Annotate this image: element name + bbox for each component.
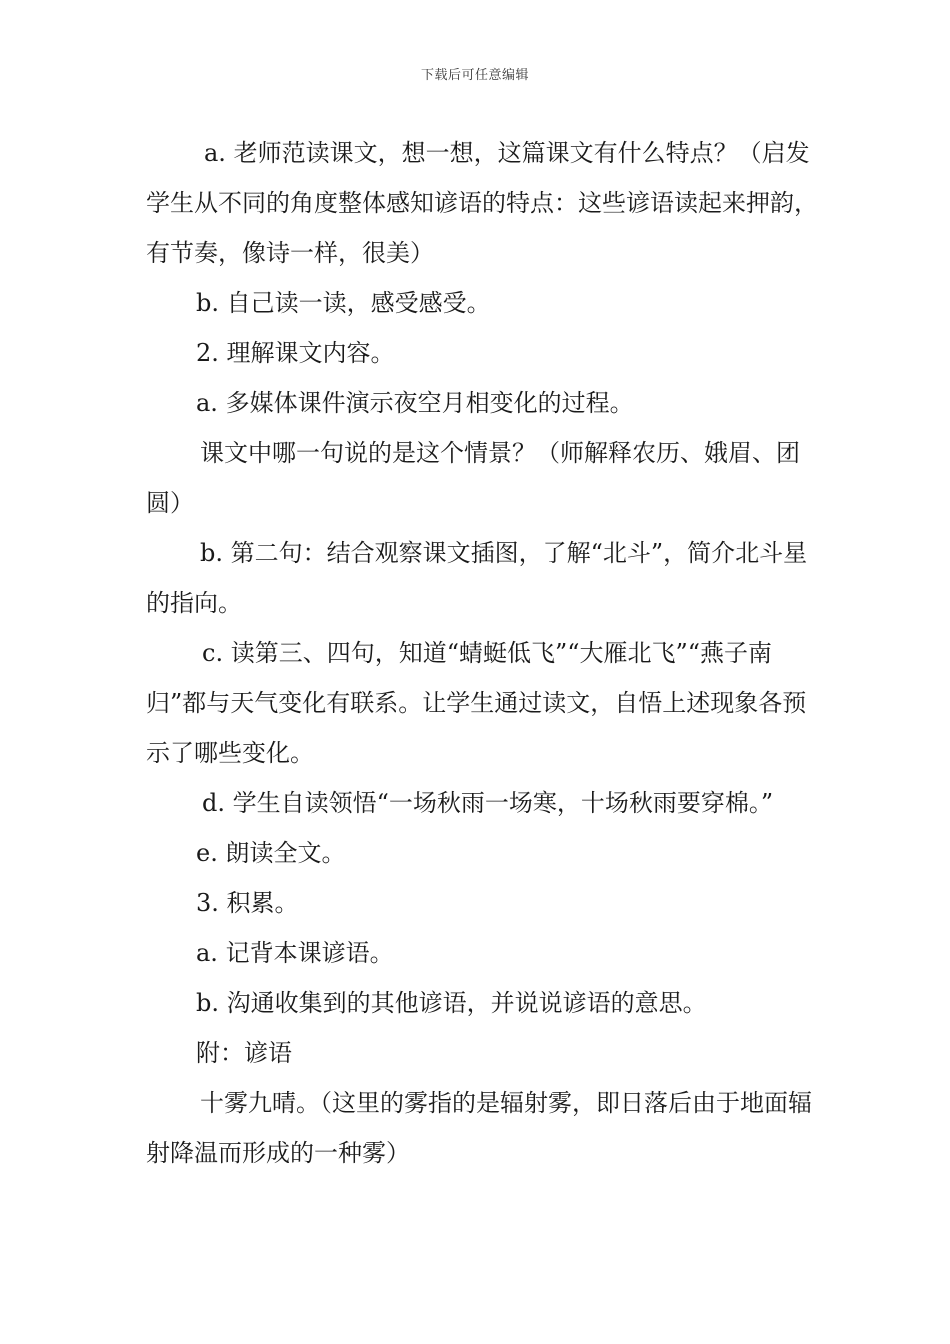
paragraph-self-reading: b. 自己读一读，感受感受。 [196,289,491,317]
paragraph-appendix-title: 附：谚语 [196,1039,292,1067]
paragraph-proverb-fog: 十雾九晴。（这里的雾指的是辐射雾，即日落后由于地面辐射降温而形成的一种雾） [146,1089,812,1167]
paragraph-second-sentence: b. 第二句：结合观察课文插图，了解“北斗”，简介北斗星的指向。 [146,539,808,617]
paragraph-read-aloud: e. 朗读全文。 [196,839,346,867]
paragraph-self-comprehend: d. 学生自读领悟“一场秋雨一场寒，十场秋雨要穿棉。” [202,789,774,817]
paragraph-teacher-reading: a. 老师范读课文，想一想，这篇课文有什么特点？（启发学生从不同的角度整体感知谚语的特点：这些谚语读起来押韵，有节奏，像诗一样，很美） [146,139,818,267]
document-body [146,128,818,1178]
paragraph-memorize: a. 记背本课谚语。 [196,939,394,967]
paragraph-which-sentence: 课文中哪一句说的是这个情景？（师解释农历、娥眉、团圆） [146,439,800,517]
paragraph-third-fourth-sentence: c. 读第三、四句，知道“蜻蜓低飞”“大雁北飞”“燕子南归”都与天气变化有联系。让学生通过读文，自悟上述现象各预示了哪些变化。 [146,639,807,767]
paragraph-share-proverbs: b. 沟通收集到的其他谚语，并说说谚语的意思。 [196,989,707,1017]
paragraph-accumulate: 3. 积累。 [196,889,299,917]
page-header: 下载后可任意编辑 [420,68,529,83]
paragraph-understand-content: 2. 理解课文内容。 [196,339,395,367]
paragraph-multimedia-demo: a. 多媒体课件演示夜空月相变化的过程。 [196,389,634,417]
